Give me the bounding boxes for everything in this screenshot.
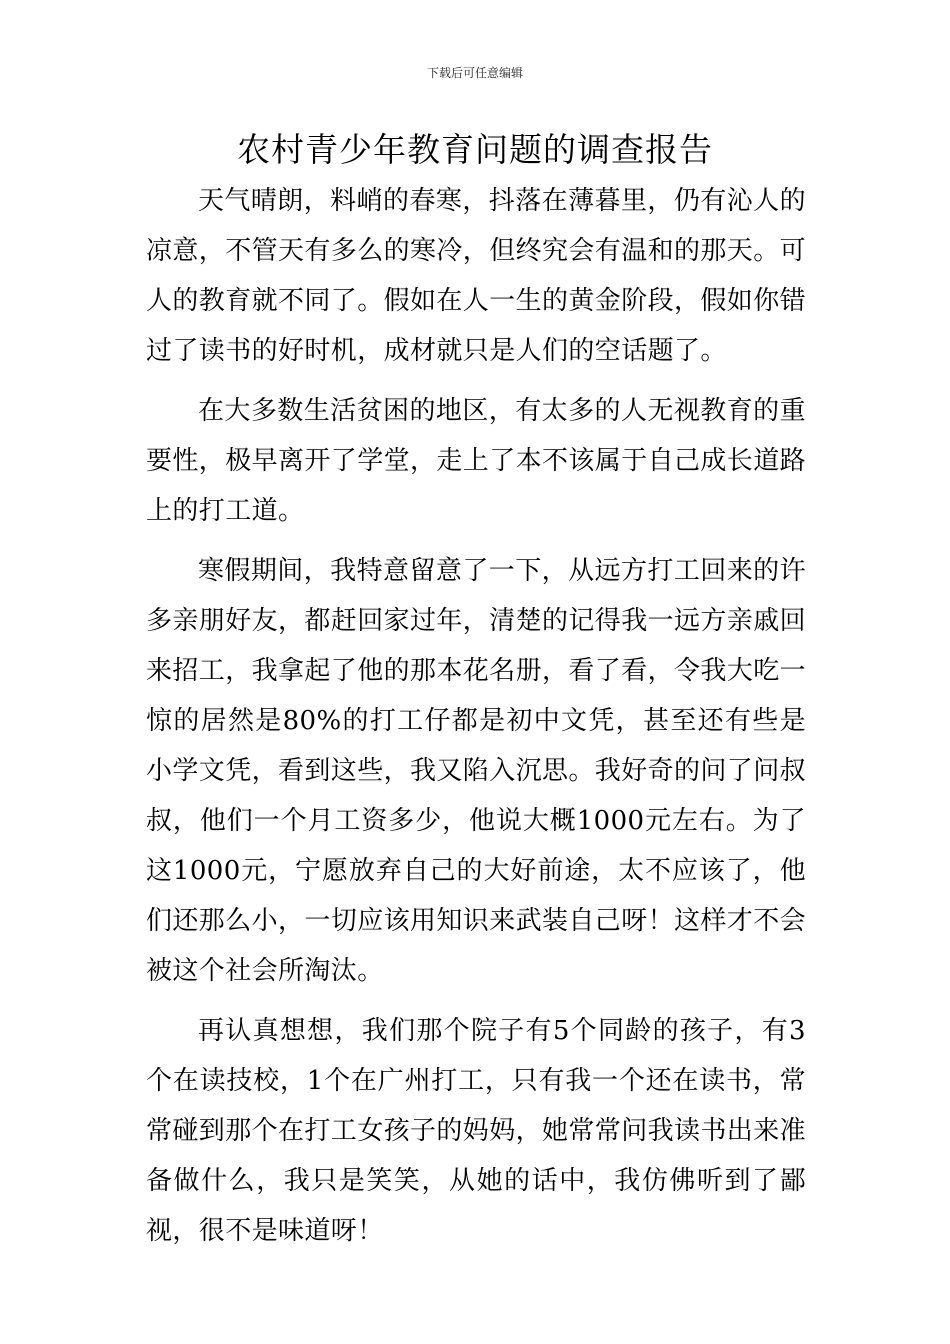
paragraph-1: 天气晴朗，料峭的春寒，抖落在薄暮里，仍有沁人的凉意，不管天有多么的寒冷，但终究会有温和的那天。可人的教育就不同了。假如在人一生的黄金阶段，假如你错过了读书的好时机，成材就只是人们的空话题了。 [146,186,807,366]
paragraph-4: 再认真想想，我们那个院子有5个同龄的孩子，有3个在读技校，1个在广州打工，只有我一个还在读书，常常碰到那个在打工女孩子的妈妈，她常常问我读书出来准备做什么，我只是笑笑，从她的话中，我仿佛听到了鄙视，很不是味道呀！ [146,1016,807,1246]
document-title: 农村青少年教育问题的调查报告 [237,130,713,169]
paragraph-2: 在大多数生活贫困的地区，有太多的人无视教育的重要性，极早离开了学堂，走上了本不该属于自己成长道路上的打工道。 [146,396,807,526]
document-body [146,176,806,1266]
header-note: 下载后可任意编辑 [426,66,523,80]
paragraph-3: 寒假期间，我特意留意了一下，从远方打工回来的许多亲朋好友，都赶回家过年，清楚的记得我一远方亲戚回来招工，我拿起了他的那本花名册，看了看，令我大吃一惊的居然是80%的打工仔都是初中文凭，甚至还有些是小学文凭，看到这些，我又陷入沉思。我好奇的问了问叔叔，他们一个月工资多少，他说大概1000元左右。为了这1000元，宁愿放弃自己的大好前途，太不应该了，他们还那么小，一切应该用知识来武装自己呀！这样才不会被这个社会所淘汰。 [146,556,807,986]
